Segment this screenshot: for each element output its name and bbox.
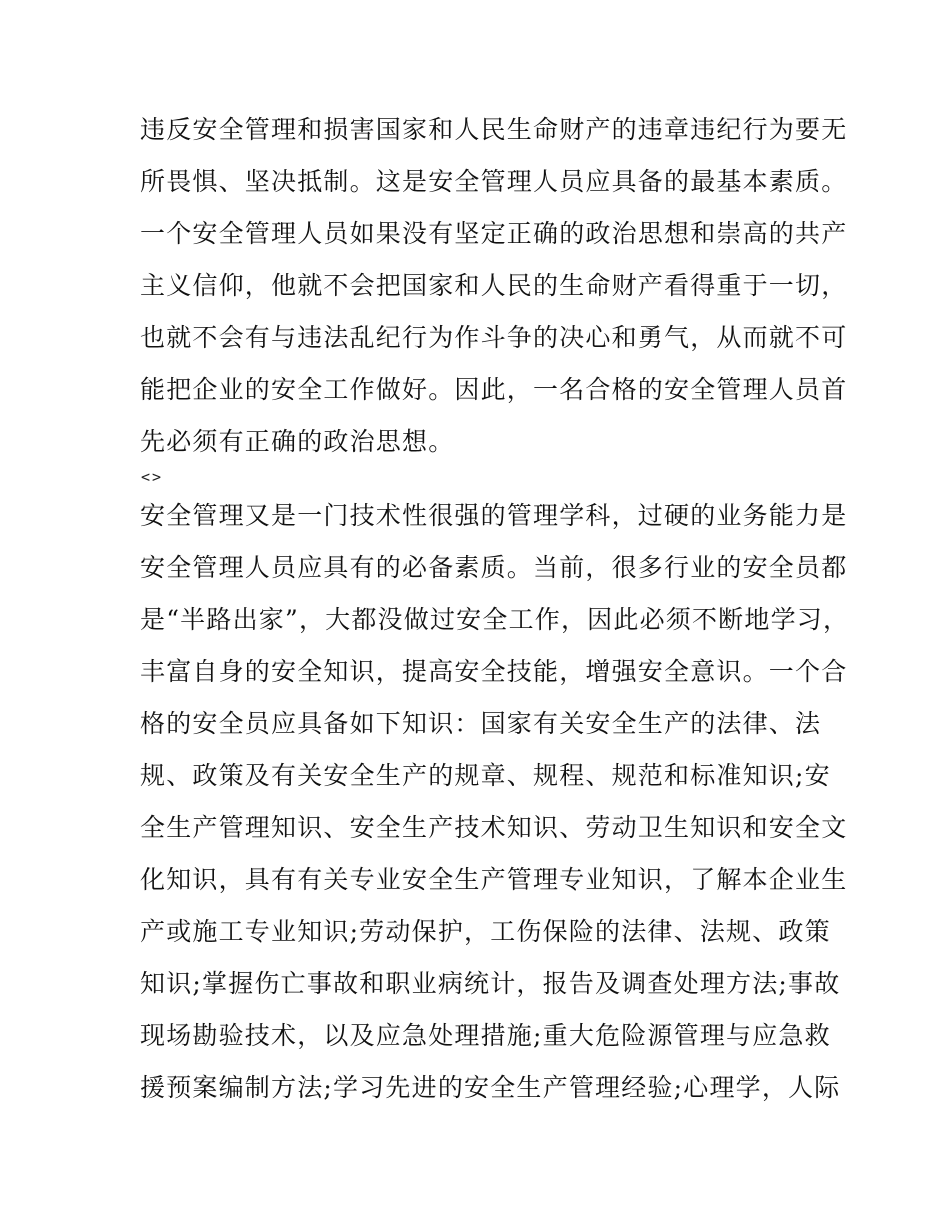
text-line: 援预案编制方法;学习先进的安全生产管理经验;心理学，人际 (140, 1073, 841, 1102)
text-line: 产或施工专业知识;劳动保护，工伤保险的法律、法规、政策 (140, 917, 831, 946)
text-line: 格的安全员应具备如下知识：国家有关安全生产的法律、法 (140, 709, 822, 738)
text-line: 是“半路出家”，大都没做过安全工作，因此必须不断地学习， (140, 605, 850, 634)
text-line: 化知识，具有有关专业安全生产管理专业知识，了解本企业生 (140, 865, 848, 894)
text-line: 知识;掌握伤亡事故和职业病统计，报告及调查处理方法;事故 (140, 969, 841, 998)
text-line: 能把企业的安全工作做好。因此，一名合格的安全管理人员首 (140, 375, 848, 404)
text-line: 也就不会有与违法乱纪行为作斗争的决心和勇气，从而就不可 (140, 323, 848, 352)
text-line: 安全管理人员应具有的必备素质。当前，很多行业的安全员都 (140, 553, 848, 582)
paragraph-political-thought (140, 104, 848, 468)
text-line: 所畏惧、坚决抵制。这是安全管理人员应具备的最基本素质。 (140, 167, 848, 196)
paragraph-professional-ability (140, 490, 850, 1114)
text-line: 全生产管理知识、安全生产技术知识、劳动卫生知识和安全文 (140, 813, 848, 842)
text-line: 安全管理又是一门技术性很强的管理学科，过硬的业务能力是 (140, 501, 848, 530)
text-line: 一个安全管理人员如果没有坚定正确的政治思想和崇高的共产 (140, 219, 848, 248)
text-line: 主义信仰，他就不会把国家和人民的生命财产看得重于一切， (140, 271, 848, 300)
text-line: 违反安全管理和损害国家和人民生命财产的违章违纪行为要无 (140, 115, 848, 144)
text-line: 现场勘验技术，以及应急处理措施;重大危险源管理与应急救 (140, 1021, 831, 1050)
text-line: 先必须有正确的政治思想。 (140, 427, 455, 456)
section-separator: <> (141, 468, 164, 486)
text-line: 规、政策及有关安全生产的规章、规程、规范和标准知识;安 (140, 761, 831, 790)
text-line: 丰富自身的安全知识，提高安全技能，增强安全意识。一个合 (140, 657, 848, 686)
